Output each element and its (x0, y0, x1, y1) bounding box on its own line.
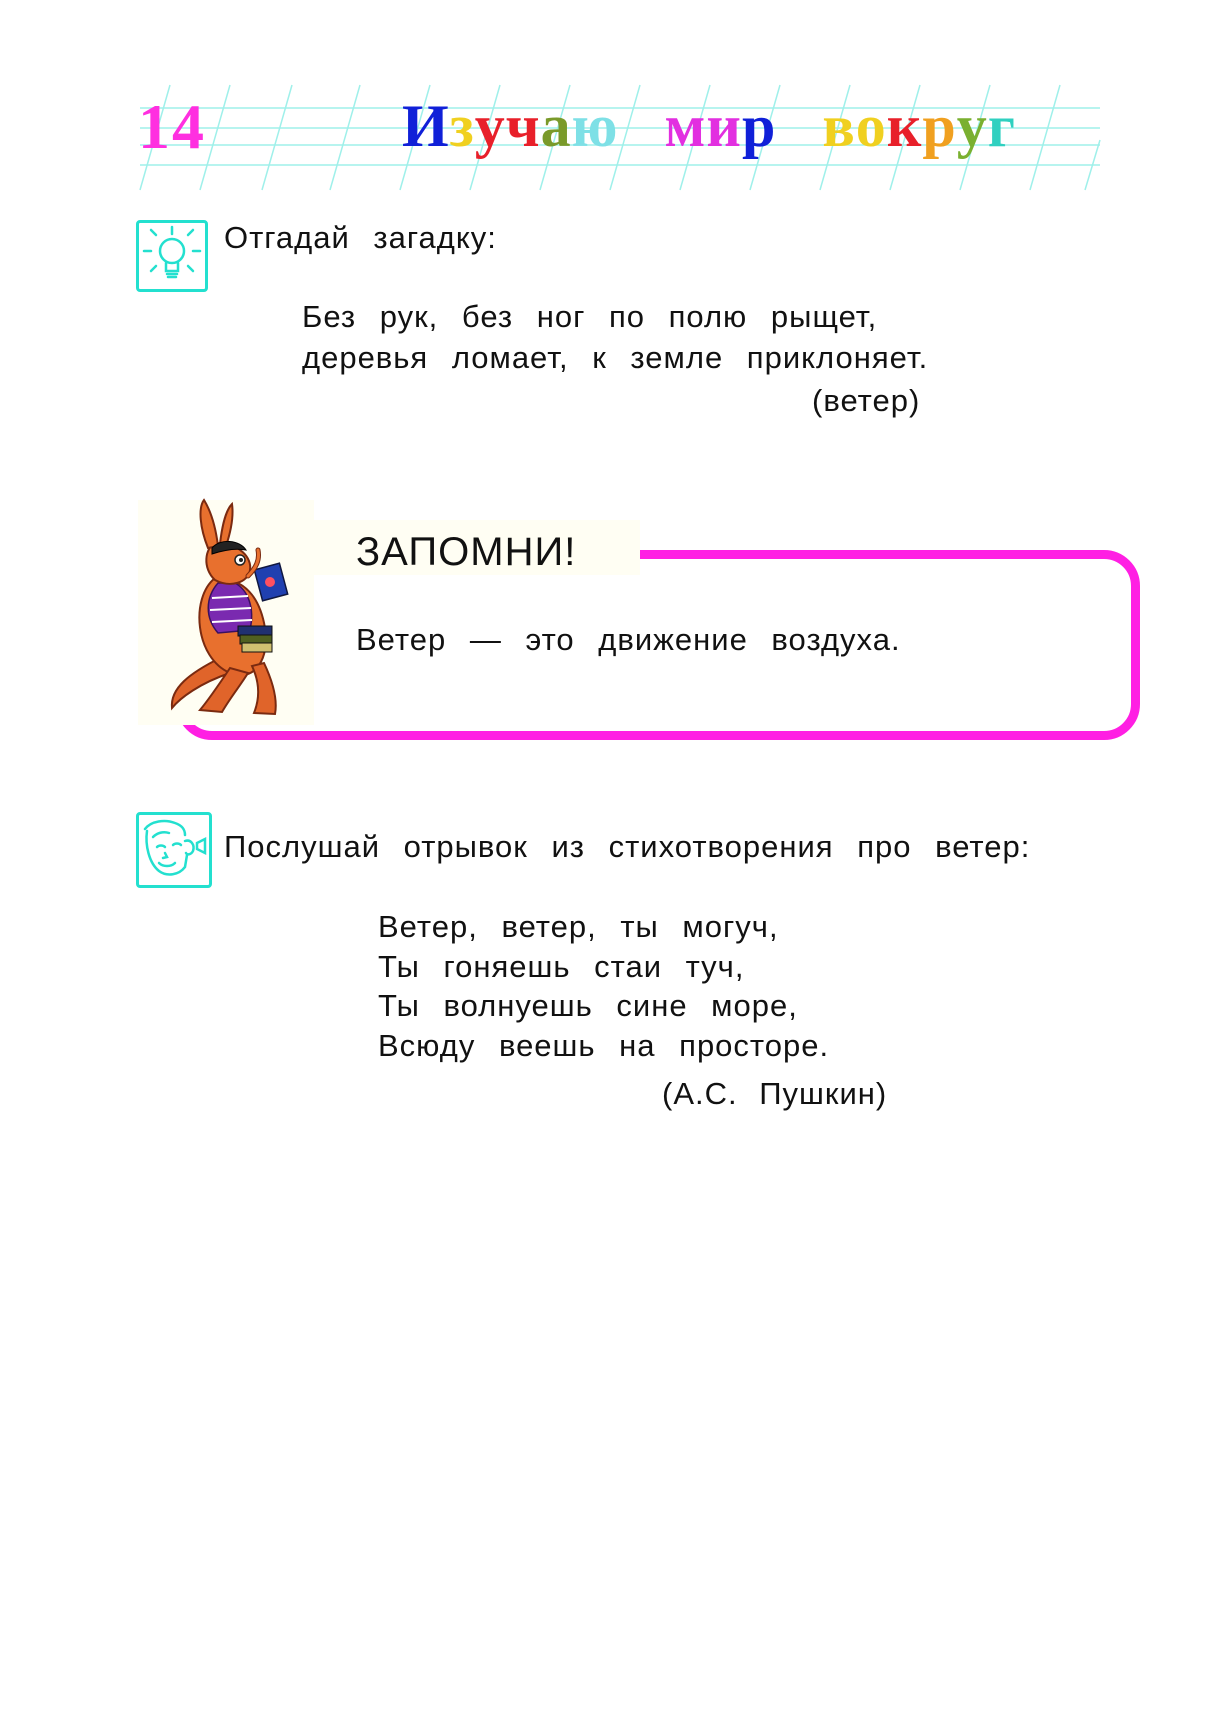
riddle-line: деревья ломает, к земле приклоняет. (302, 340, 929, 375)
title-letter: у (474, 93, 506, 159)
riddle-instruction: Отгадай загадку: (224, 220, 497, 255)
listening-face-icon-graphic (139, 815, 209, 885)
title-letter: в (822, 93, 856, 159)
title-letter: И (402, 93, 450, 159)
title-word (822, 93, 1016, 159)
poem-instruction: Послушай отрывок из стихотворения про ветер: (224, 829, 1031, 864)
title-letter: к (886, 93, 923, 159)
poem-line: Ветер, ветер, ты могуч, (378, 909, 779, 944)
riddle-answer: (ветер) (812, 383, 921, 418)
remember-title: ЗАПОМНИ! (356, 530, 577, 574)
riddle-line: Без рук, без ног по полю рыщет, (302, 299, 878, 334)
title-letter: а (540, 93, 572, 159)
title-letter: з (449, 93, 475, 159)
title-letter: у (956, 93, 988, 159)
poem-line: Ты гоняешь стаи туч, (378, 948, 745, 984)
title-letter: р (922, 93, 957, 159)
title-letter: о (855, 93, 887, 159)
riddle-text (302, 296, 928, 378)
title-letter: и (706, 93, 742, 159)
title-word (402, 93, 619, 159)
title-letter: р (741, 93, 777, 159)
title-letter: ю (571, 93, 619, 159)
lightbulb-icon-graphic (139, 223, 205, 289)
kangaroo-reading-book (160, 498, 320, 723)
lightbulb-icon (136, 220, 208, 292)
page-number: 14 (138, 91, 206, 162)
title-letter: ч (505, 93, 541, 159)
listening-face-icon (136, 812, 212, 888)
title-letter: м (664, 93, 707, 159)
poem-text (378, 907, 829, 1065)
page-header (0, 0, 1228, 210)
page-title (402, 92, 1062, 161)
poem-line: Ты волнуешь сине море, (378, 988, 798, 1023)
title-word (665, 93, 777, 159)
title-letter: г (987, 93, 1016, 159)
poem-author: (А.С. Пушкин) (662, 1076, 888, 1111)
remember-text: Ветер — это движение воздуха. (356, 622, 901, 657)
poem-line: Всюду веешь на просторе. (378, 1027, 830, 1063)
